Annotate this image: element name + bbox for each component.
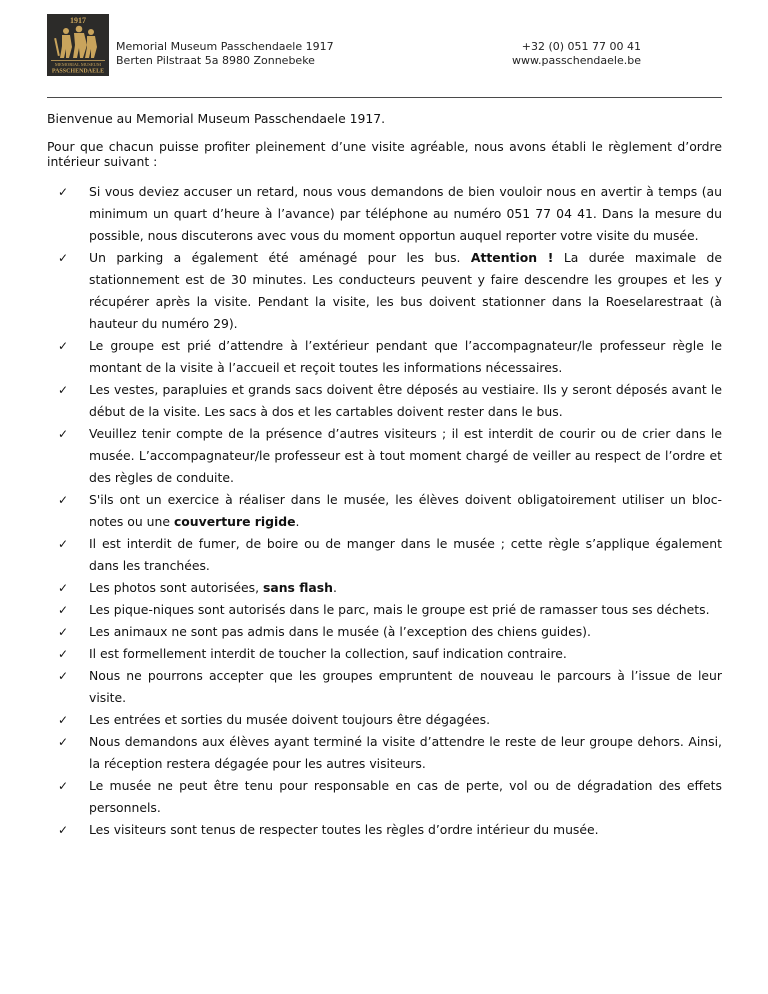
rule-emphasis: Attention ! xyxy=(470,250,554,265)
rules-list xyxy=(47,181,722,841)
rule-item xyxy=(47,643,722,665)
checkmark-icon: ✓ xyxy=(58,251,69,265)
checkmark-icon: ✓ xyxy=(58,427,69,441)
checkmark-icon: ✓ xyxy=(58,339,69,353)
rule-item xyxy=(47,775,722,819)
header-contact-block xyxy=(512,40,641,68)
rule-text: Si vous deviez accuser un retard, nous vous demandons de bien vouloir nous en avertir à temps (au minimum un quart d’heure à l’avance) par téléphone au numéro 051 77 04 41. Dans la mesure du possible, nous discuterons avec vous du moment opportun auquel reporter votre visite du musée. xyxy=(89,184,722,243)
rule-item xyxy=(47,731,722,775)
museum-phone: +32 (0) 051 77 00 41 xyxy=(521,40,641,53)
rule-text: Les entrées et sorties du musée doivent toujours être dégagées. xyxy=(89,712,491,727)
checkmark-icon: ✓ xyxy=(58,603,69,617)
rule-item xyxy=(47,621,722,643)
rule-text: Il est formellement interdit de toucher la collection, sauf indication contraire. xyxy=(89,646,567,661)
header-divider xyxy=(47,97,722,98)
museum-logo xyxy=(47,14,109,76)
rule-text: Les vestes, parapluies et grands sacs doivent être déposés au vestiaire. Ils y seront déposés avant le début de la visite. Les sacs à dos et les cartables doivent rester dans le bus. xyxy=(89,382,722,419)
rule-item xyxy=(47,665,722,709)
checkmark-icon: ✓ xyxy=(58,713,69,727)
rule-item xyxy=(47,709,722,731)
rule-item xyxy=(47,379,722,423)
soldiers-silhouette-icon xyxy=(47,14,109,76)
logo-year: 1917 xyxy=(70,16,86,25)
rule-text: Les photos sont autorisées, sans flash. xyxy=(89,580,337,595)
rule-text: Le groupe est prié d’attendre à l’extérieur pendant que l’accompagnateur/le professeur règle le montant de la visite à l’accueil et reçoit toutes les informations nécessaires. xyxy=(89,338,722,375)
checkmark-icon: ✓ xyxy=(58,537,69,551)
rule-item xyxy=(47,181,722,247)
rule-item xyxy=(47,247,722,335)
rule-item xyxy=(47,577,722,599)
rule-item xyxy=(47,819,722,841)
rule-text: Le musée ne peut être tenu pour responsable en cas de perte, vol ou de dégradation des effets personnels. xyxy=(89,778,722,815)
checkmark-icon: ✓ xyxy=(58,779,69,793)
logo-line2: PASSCHENDAELE xyxy=(51,68,105,75)
checkmark-icon: ✓ xyxy=(58,493,69,507)
checkmark-icon: ✓ xyxy=(58,383,69,397)
document-body xyxy=(47,110,722,841)
intro-text: Pour que chacun puisse profiter pleinement d’une visite agréable, nous avons établi le règlement d’ordre intérieur suivant : xyxy=(47,139,722,169)
rule-text: Nous ne pourrons accepter que les groupes empruntent de nouveau le parcours à l’issue de leur visite. xyxy=(89,668,722,705)
checkmark-icon: ✓ xyxy=(58,647,69,661)
logo-line1: MEMORIAL MUSEUM xyxy=(54,62,102,67)
checkmark-icon: ✓ xyxy=(58,185,69,199)
rule-text: Veuillez tenir compte de la présence d’autres visiteurs ; il est interdit de courir ou de crier dans le musée. L’accompagnateur/le professeur est à tout moment chargé de veiller au respect de l’ordre et des règles de conduite. xyxy=(89,426,722,485)
rule-item xyxy=(47,423,722,489)
museum-website[interactable]: www.passchendaele.be xyxy=(512,54,641,67)
header-address-block xyxy=(116,40,334,68)
museum-name: Memorial Museum Passchendaele 1917 xyxy=(116,40,334,53)
welcome-text: Bienvenue au Memorial Museum Passchendaele 1917. xyxy=(47,111,386,126)
rule-text: Les animaux ne sont pas admis dans le musée (à l’exception des chiens guides). xyxy=(89,624,591,639)
rule-emphasis: couverture rigide xyxy=(173,514,296,529)
rule-text: Nous demandons aux élèves ayant terminé la visite d’attendre le reste de leur groupe dehors. Ainsi, la réception restera dégagée pour les autres visiteurs. xyxy=(89,734,722,771)
museum-address: Berten Pilstraat 5a 8980 Zonnebeke xyxy=(116,54,315,67)
checkmark-icon: ✓ xyxy=(58,625,69,639)
checkmark-icon: ✓ xyxy=(58,735,69,749)
rule-text: Un parking a également été aménagé pour les bus. Attention ! La durée maximale de stationnement est de 30 minutes. Les conducteurs peuvent y faire descendre les groupes et les y récupérer après la visite. Pendant la visite, les bus doivent stationner dans la Roeselarestraat (à hauteur du numéro 29). xyxy=(89,250,722,331)
rule-text: Les pique-niques sont autorisés dans le parc, mais le groupe est prié de ramasser tous ses déchets. xyxy=(89,602,710,617)
rule-item xyxy=(47,489,722,533)
checkmark-icon: ✓ xyxy=(58,581,69,595)
rule-item xyxy=(47,335,722,379)
rule-text: Il est interdit de fumer, de boire ou de manger dans le musée ; cette règle s’applique également dans les tranchées. xyxy=(89,536,722,573)
rule-item xyxy=(47,533,722,577)
checkmark-icon: ✓ xyxy=(58,669,69,683)
rule-text: Les visiteurs sont tenus de respecter toutes les règles d’ordre intérieur du musée. xyxy=(89,822,599,837)
rule-item xyxy=(47,599,722,621)
checkmark-icon: ✓ xyxy=(58,823,69,837)
rule-text: S'ils ont un exercice à réaliser dans le musée, les élèves doivent obligatoirement utiliser un bloc-notes ou une couverture rigide. xyxy=(89,492,722,529)
rule-emphasis: sans flash xyxy=(262,580,333,595)
